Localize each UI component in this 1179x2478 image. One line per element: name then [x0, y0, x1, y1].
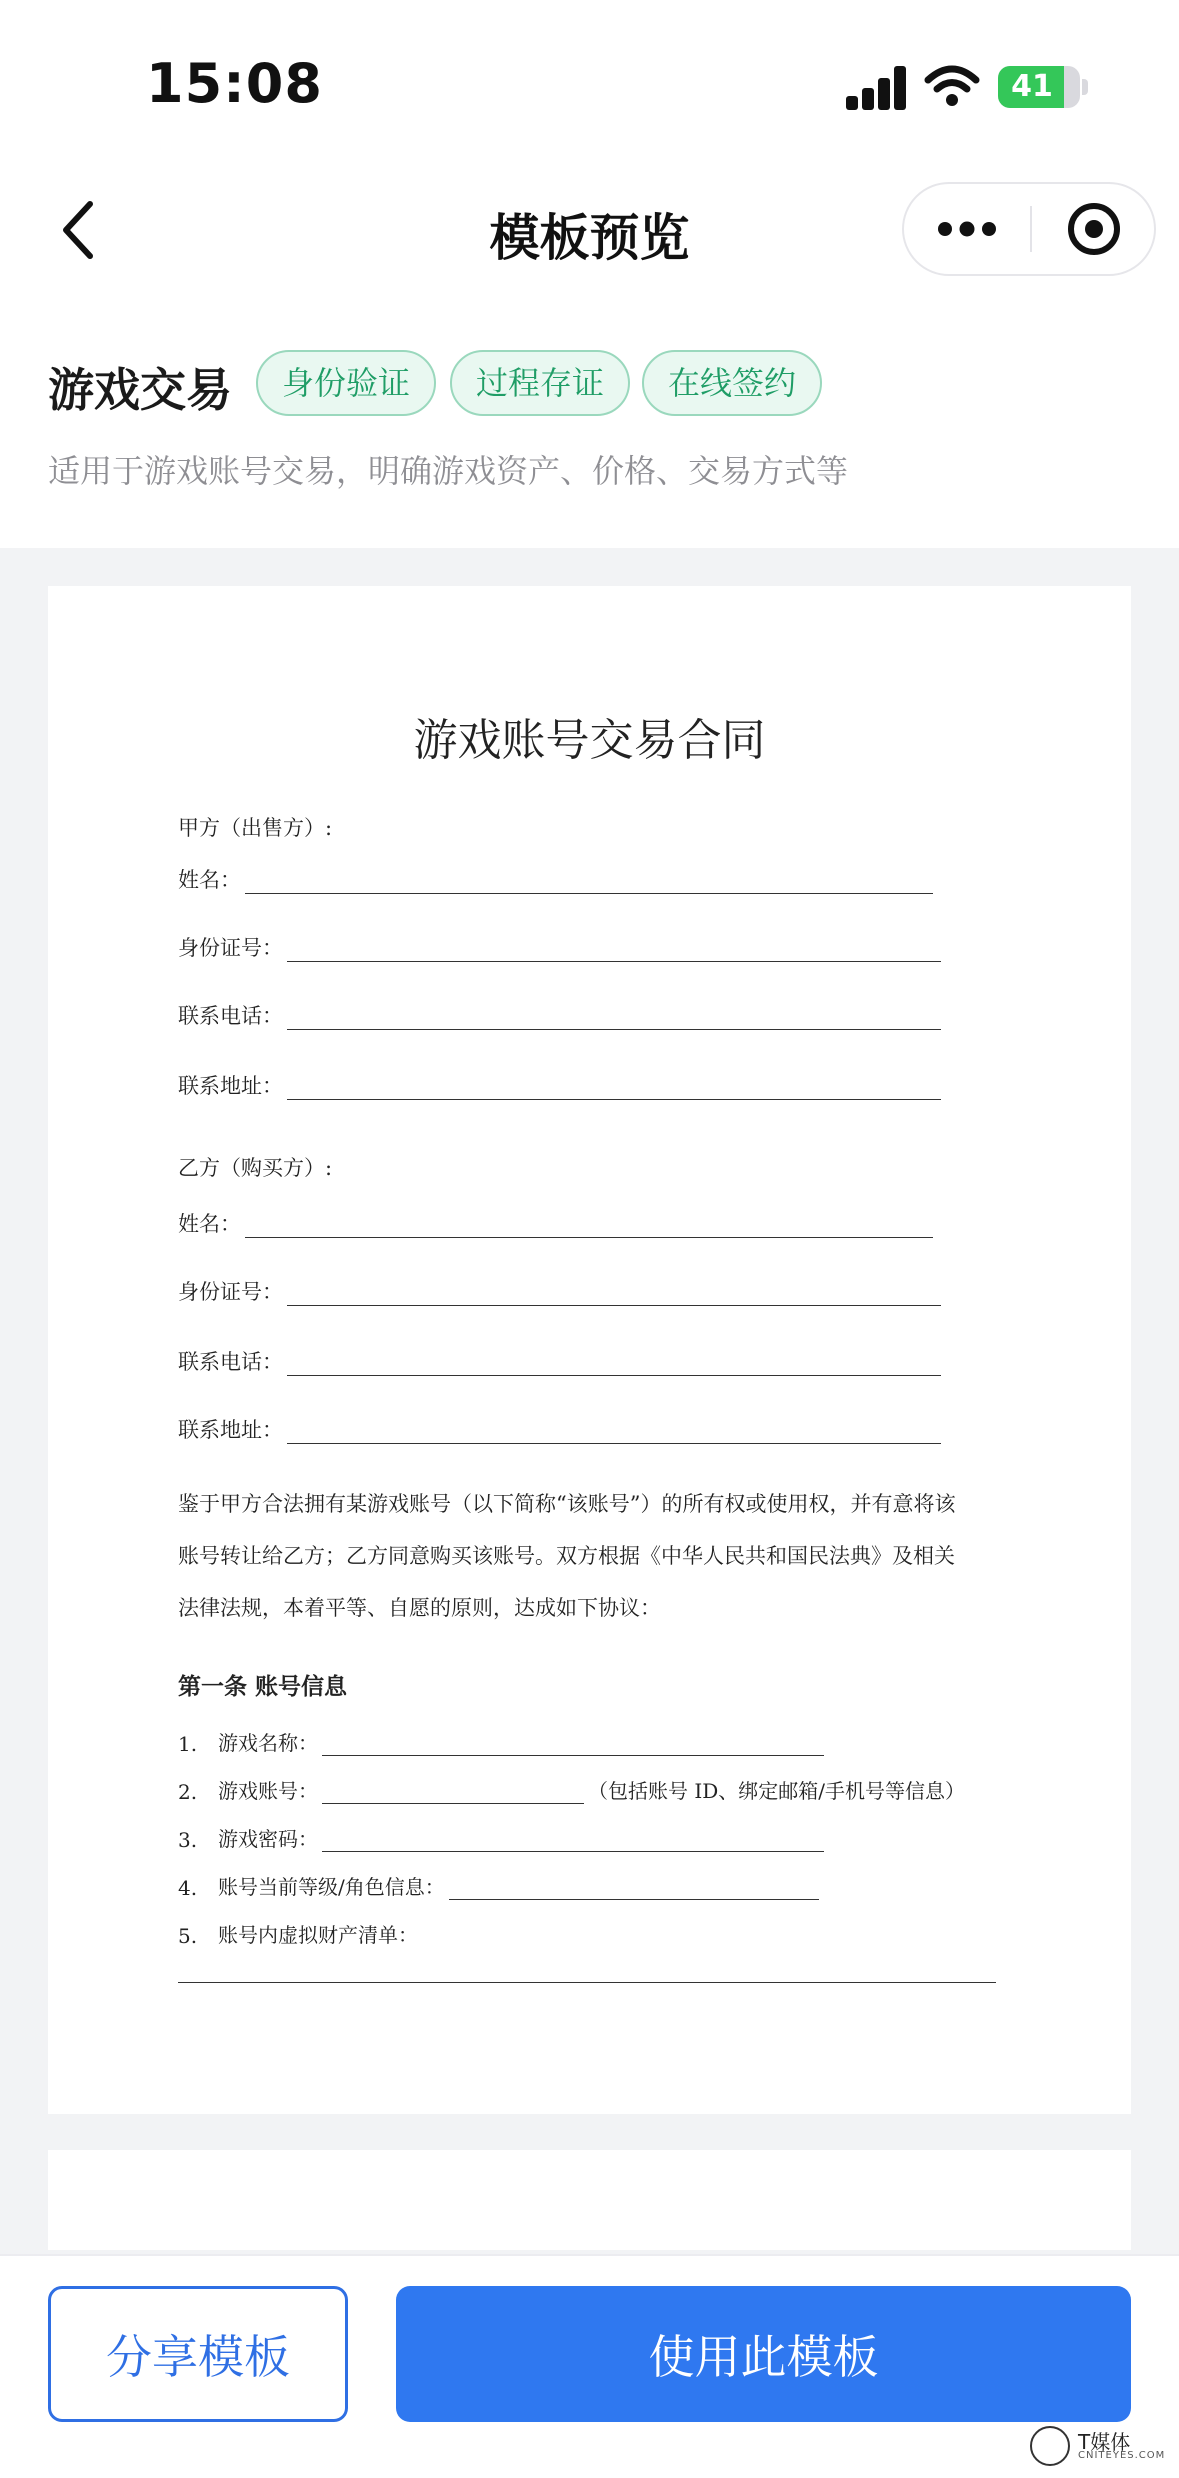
account-info-item — [178, 1872, 823, 1900]
item-suffix: （包括账号 ID、绑定邮箱/手机号等信息） — [588, 1779, 966, 1803]
wifi-icon — [924, 64, 980, 108]
use-template-button[interactable]: 使用此模板 — [396, 2286, 1131, 2422]
more-button[interactable] — [904, 184, 1030, 274]
field-label: 联系电话： — [178, 1004, 283, 1028]
item-number: 2. — [178, 1780, 198, 1804]
preamble-line: 法律法规，本着平等、自愿的原则，达成如下协议： — [178, 1596, 661, 1620]
field-label: 姓名： — [178, 868, 241, 892]
item-label: 游戏名称： — [218, 1731, 318, 1755]
field-label: 姓名： — [178, 1212, 241, 1236]
preamble-line: 鉴于甲方合法拥有某游戏账号（以下简称“该账号”）的所有权或使用权，并有意将该 — [178, 1492, 956, 1516]
status-bar — [0, 0, 1179, 170]
party-a-address-field — [178, 1070, 941, 1100]
watermark-site: CNITEYES.COM — [1078, 2450, 1166, 2461]
cellular-signal-icon — [846, 66, 908, 110]
account-info-item — [178, 1776, 965, 1804]
tag-process-evidence: 过程存证 — [450, 350, 630, 416]
watermark-name: T媒体 — [1078, 2430, 1131, 2454]
party-a-heading: 甲方（出售方）: — [178, 816, 333, 840]
close-mini-program-button[interactable] — [1032, 184, 1156, 274]
template-name: 游戏交易 — [48, 363, 232, 417]
tag-identity-verification: 身份验证 — [256, 350, 436, 416]
battery-icon — [998, 66, 1080, 108]
field-label: 身份证号： — [178, 1280, 283, 1304]
item-label: 账号当前等级/角色信息： — [218, 1875, 445, 1899]
template-header — [0, 290, 1179, 548]
more-dots-icon — [937, 219, 997, 239]
party-b-name-field — [178, 1208, 933, 1238]
document-title: 游戏账号交易合同 — [413, 715, 766, 766]
page-title: 模板预览 — [489, 209, 690, 267]
field-label: 联系地址： — [178, 1074, 283, 1098]
document-preview[interactable] — [48, 586, 1131, 2114]
item-number: 3. — [178, 1828, 198, 1852]
party-a-name-field — [178, 864, 933, 894]
watermark-circle-icon — [1030, 2426, 1070, 2466]
target-circle-icon — [1066, 201, 1122, 257]
preamble-line: 账号转让给乙方；乙方同意购买该账号。双方根据《中华人民共和国民法典》及相关 — [178, 1544, 955, 1568]
item-label: 账号内虚拟财产清单： — [218, 1923, 418, 1947]
party-b-address-field — [178, 1414, 941, 1444]
template-description: 适用于游戏账号交易，明确游戏资产、价格、交易方式等 — [48, 452, 849, 490]
bottom-action-bar — [0, 2254, 1179, 2478]
document-page-2 — [48, 2150, 1131, 2250]
tag-online-signing: 在线签约 — [642, 350, 822, 416]
battery-level: 41 — [1011, 69, 1053, 104]
item-label: 游戏账号： — [218, 1779, 318, 1803]
field-label: 联系电话： — [178, 1350, 283, 1374]
item-number: 5. — [178, 1924, 198, 1948]
party-b-phone-field — [178, 1346, 941, 1376]
account-info-item — [178, 1824, 828, 1852]
status-time: 15:08 — [146, 52, 323, 115]
field-label: 联系地址： — [178, 1418, 283, 1442]
field-label: 身份证号： — [178, 936, 283, 960]
preamble-paragraph — [178, 1478, 1038, 1634]
party-b-heading: 乙方（购买方）: — [178, 1156, 333, 1180]
party-b-id-field — [178, 1276, 941, 1306]
account-info-item — [178, 1920, 418, 1948]
item-number: 4. — [178, 1876, 198, 1900]
watermark-logo — [1026, 2422, 1176, 2472]
section-1-title: 第一条 账号信息 — [178, 1673, 348, 1700]
share-template-button[interactable]: 分享模板 — [48, 2286, 348, 2422]
mini-program-capsule — [902, 182, 1156, 276]
item-number: 1. — [178, 1732, 198, 1756]
navigation-bar — [0, 170, 1179, 290]
item-label: 游戏密码： — [218, 1827, 318, 1851]
party-a-id-field — [178, 932, 941, 962]
party-a-phone-field — [178, 1000, 941, 1030]
battery-cap — [1082, 79, 1088, 95]
account-info-item — [178, 1728, 828, 1756]
virtual-assets-underline — [178, 1982, 996, 1983]
